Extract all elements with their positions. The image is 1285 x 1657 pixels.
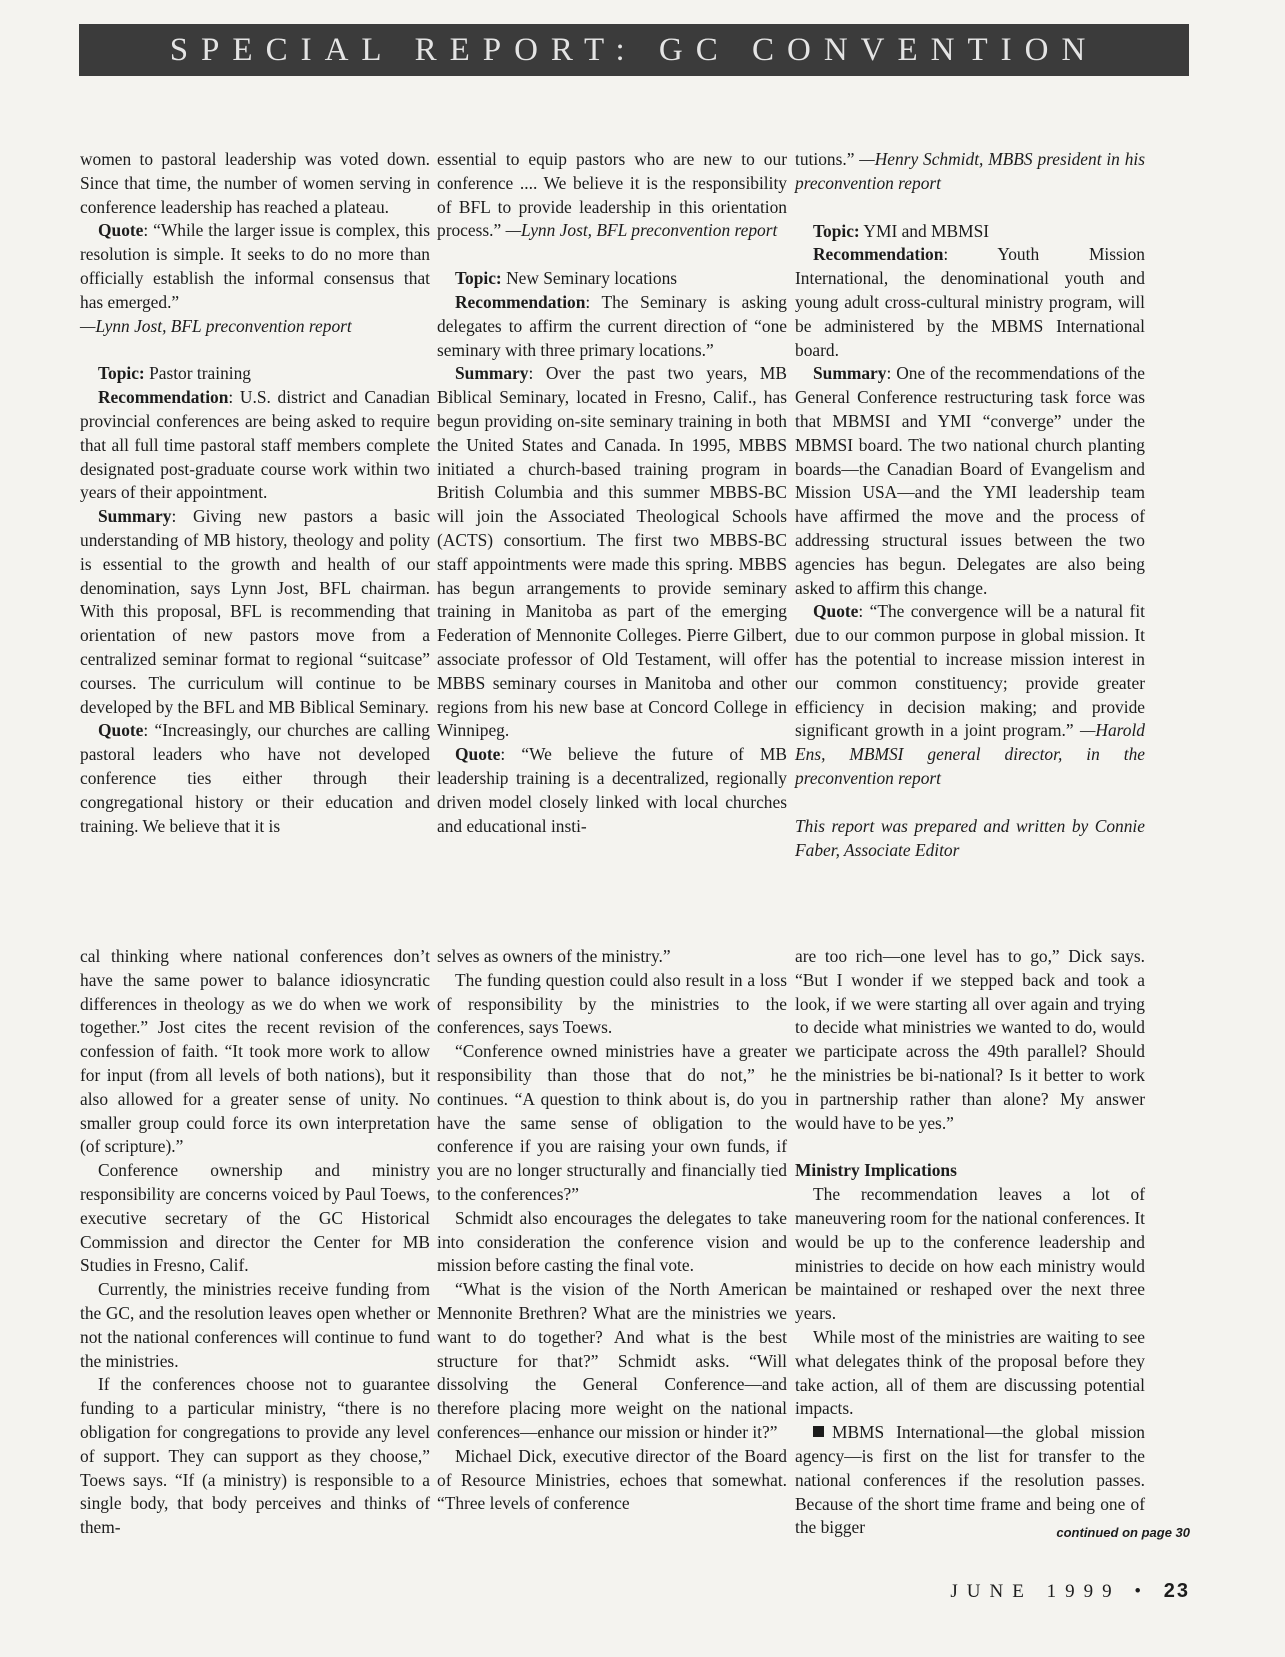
paragraph: If the conferences choose not to guarantee funding to a particular ministry, “there is no obligation for congregations to provide any level of support. They can support as they choose,” Toews says. “If (a ministry) is responsible to a single body, that body perceives and thinks of them- <box>80 1374 430 1538</box>
paragraph: The recommendation leaves a lot of maneuvering room for the national conferences. It would be up to the conference leadership and ministries to decide on how each ministry would be maintained or reshaped over the next three years. <box>795 1184 1145 1324</box>
paragraph: While most of the ministries are waiting to see what delegates think of the proposal before they take action, all of them are discussing potential impacts. <box>795 1326 1145 1419</box>
page-footer <box>912 1580 1190 1603</box>
recommendation-paragraph <box>437 291 787 362</box>
paragraph: are too rich—one level has to go,” Dick says. “But I wonder if we stepped back and took a look, if we were starting all over again and trying to decide what ministries we wanted to do, would we participate across the 49th parallel? Should the ministries be bi-national? Is it better to work in partnership rather than alone? My answer would have to be yes.” <box>795 946 1145 1133</box>
paragraph: Schmidt also encourages the delegates to take into consideration the conference vision and mission before casting the final vote. <box>437 1207 787 1276</box>
topic-text: YMI and MBMSI <box>859 220 990 241</box>
quote-attribution: —Henry Schmidt, MBBS president in his preconvention report <box>795 149 1145 193</box>
topic-label: Topic: <box>813 220 860 241</box>
quote-paragraph <box>80 219 430 314</box>
topic-line <box>437 267 787 291</box>
topic-line <box>80 362 430 386</box>
recommendation-paragraph <box>80 386 430 505</box>
paragraph: women to pastoral leadership was voted down. Since that time, the number of women serving in conference leadership has reached a plateau. <box>80 149 430 217</box>
subheading: Ministry Implications <box>795 1160 957 1181</box>
paragraph: Currently, the ministries receive funding from the GC, and the resolution leaves open whether or not the national conferences will continue to fund the ministries. <box>80 1279 430 1371</box>
paragraph: Michael Dick, executive director of the Board of Resource Ministries, echoes that somewhat. “Three levels of conference <box>437 1445 787 1514</box>
quote-attribution: —Lynn Jost, BFL preconvention report <box>505 220 778 241</box>
topic-label: Topic: <box>455 268 502 289</box>
bottom-column-3 <box>795 945 1145 1540</box>
bottom-column-1 <box>80 945 430 1540</box>
recommendation-text: : U.S. district and Canadian provincial conferences are being asked to require that all full time pastoral staff members complete designated post-graduate course work within two years of their appointment. <box>80 387 430 503</box>
summary-paragraph <box>437 362 787 743</box>
summary-paragraph <box>795 362 1145 600</box>
summary-paragraph <box>80 505 430 719</box>
summary-text: : One of the recommendations of the General Conference restructuring task force was that MBMSI and YMI “converge” under the MBMSI board. The two national church planting boards—the Canadian Board of Evangelism and Mission USA—and the YMI leadership team have affirmed the move and the process of addressing structural issues between the two agencies has begun. Delegates are also being asked to affirm this change. <box>795 363 1145 598</box>
continued-note: continued on page 30 <box>1056 1525 1190 1540</box>
recommendation-label: Recommendation <box>813 244 944 265</box>
paragraph: “What is the vision of the North American Mennonite Brethren? What are the ministries we want to do together? And what is the best structure for that?” Schmidt asks. “Will dissolving the General Conference—and therefore placing more weight on the national conferences—enhance our mission or hinder it?” <box>437 1279 787 1442</box>
quote-text: : “We believe the future of MB leadership training is a decentralized, regionally driven model closely linked with local churches and educational insti- <box>437 744 787 836</box>
paragraph-text: MBMS International—the global mission agency—is first on the list for transfer to the national conferences if the resolution passes. Because of the short time frame and being one of the bigger <box>795 1422 1145 1538</box>
quote-paragraph <box>80 719 430 838</box>
paragraph: “Conference owned ministries have a greater responsibility than those that do not,” he continues. “A question to think about is, do you have the same sense of obligation to the conference if you are raising your own funds, if you are no longer structurally and financially tied to the conferences?” <box>437 1041 787 1204</box>
paragraph: Conference ownership and ministry responsibility are concerns voiced by Paul Toews, executive secretary of the GC Historical Commission and director the Center for MB Studies in Fresno, Calif. <box>80 1160 430 1276</box>
topic-text: New Seminary locations <box>501 268 678 289</box>
bottom-column-2 <box>437 945 787 1516</box>
quote-text: : “The convergence will be a natural fit due to our common purpose in global mission. It has the potential to increase mission interest in our common constituency; provide greater efficiency in decision making; and provide significant growth in a joint program.” <box>795 601 1145 741</box>
quote-label: Quote <box>455 744 501 765</box>
topic-label: Topic: <box>98 363 145 384</box>
topic-text: Pastor training <box>144 363 251 384</box>
paragraph <box>795 148 1145 196</box>
top-column-1 <box>80 148 430 838</box>
paragraph-text: essential to equip pastors who are new to our conference .... We believe it is the responsibility of BFL to provide leadership in this orientation process.” <box>437 149 787 241</box>
top-column-2 <box>437 148 787 838</box>
paragraph: selves as owners of the ministry.” <box>437 946 671 966</box>
topic-line <box>795 220 1145 244</box>
summary-text: : Over the past two years, MB Biblical Seminary, located in Fresno, Calif., has begun providing on-site seminary training in both the United States and Canada. In 1995, MBBS initiated a church-based training program in British Columbia and this summer MBBS-BC will join the Associated Theological Schools (ACTS) consortium. The first two MBBS-BC staff appointments were made this spring. MBBS has begun arrangements to provide seminary training in Manitoba as part of the emerging Federation of Mennonite Colleges. Pierre Gilbert, associate professor of Old Testament, will offer MBBS seminary courses in Manitoba and other regions from his new base at Concord College in Winnipeg. <box>437 363 787 741</box>
page-number: 23 <box>1163 1580 1190 1602</box>
quote-label: Quote <box>98 220 144 241</box>
quote-attribution: —Lynn Jost, BFL preconvention report <box>80 315 352 336</box>
quote-attribution: —Harold Ens, MBMSI general director, in the preconvention report <box>795 720 1145 788</box>
quote-paragraph <box>437 743 787 838</box>
recommendation-text: : The Seminary is asking delegates to affirm the current direction of “one seminary with three primary locations.” <box>437 291 787 360</box>
report-credit: This report was prepared and written by Connie Faber, Associate Editor <box>795 815 1145 860</box>
recommendation-text: : Youth Mission International, the denominational youth and young adult cross-cultural ministry program, will be administered by the MBMS International board. <box>795 244 1145 360</box>
summary-text: : Giving new pastors a basic understanding of MB history, theology and polity is essential to the growth and health of our denomination, says Lynn Jost, BFL chairman. With this proposal, BFL is recommending that orientation of new pastors move from a centralized seminar format to regional “suitcase” courses. The curriculum will continue to be developed by the BFL and MB Biblical Seminary. <box>80 506 430 717</box>
issue-date: JUNE 1999 • <box>950 1581 1150 1602</box>
summary-label: Summary <box>455 363 529 384</box>
summary-label: Summary <box>98 506 172 527</box>
quote-label: Quote <box>98 720 144 741</box>
quote-text: : “Increasingly, our churches are calling pastoral leaders who have not developed conference ties either through their congregational history or their education and training. We believe that it is <box>80 720 430 836</box>
recommendation-paragraph <box>795 243 1145 362</box>
summary-label: Summary <box>813 363 887 384</box>
bullet-paragraph <box>795 1421 1145 1540</box>
section-header-bar <box>79 24 1189 76</box>
paragraph: cal thinking where national conferences don’t have the same power to balance idiosyncratic differences in theology as we do when we work together.” Jost cites the recent revision of the confession of faith. “It took more work to allow for input (from all levels of both nations), but it also allowed for a greater sense of unity. No smaller group could force its own interpretation (of scripture).” <box>80 946 430 1157</box>
paragraph: The funding question could also result in a loss of responsibility by the ministries to the conferences, says Toews. <box>437 969 787 1038</box>
section-header-title: SPECIAL REPORT: GC CONVENTION <box>169 31 1099 68</box>
top-column-3 <box>795 148 1145 862</box>
quote-paragraph <box>795 600 1145 790</box>
recommendation-label: Recommendation <box>455 291 586 312</box>
paragraph-text: tutions.” <box>795 149 860 169</box>
paragraph <box>437 148 787 243</box>
recommendation-label: Recommendation <box>98 387 229 408</box>
quote-text: : “While the larger issue is complex, this resolution is simple. It seeks to do no more than officially establish the informal consensus that has emerged.” <box>80 220 430 312</box>
quote-label: Quote <box>813 601 859 622</box>
square-bullet-icon <box>813 1426 824 1437</box>
